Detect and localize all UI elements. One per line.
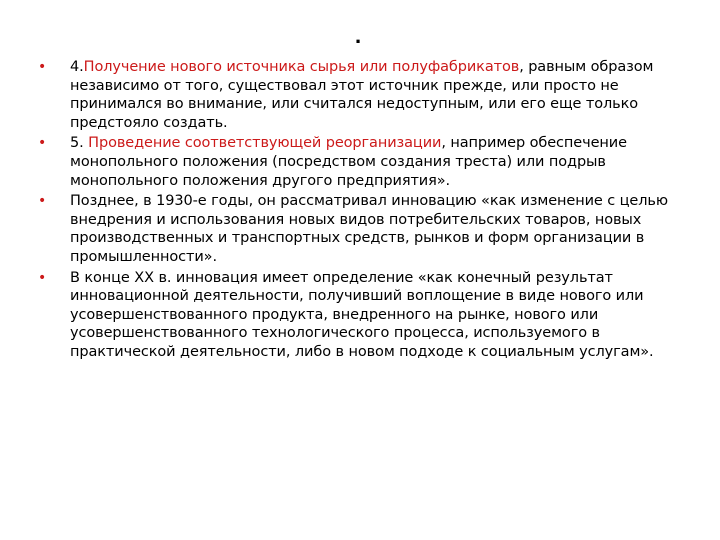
bullet-dot-icon: • [38,193,47,210]
bullet-item-2-highlight: Проведение соответствующей реорганизации [88,135,442,152]
bullet-item-4-text: В конце XX в. инновация имеет определение «как конечный результат инновационной деятельности, получивший воплощение в виде нового или усовершенствованного продукта, внедренного на рынке, нового или усовершенствованного технологического процесса, используемого в практической деятельности, либо в новом подходе к социальным услугам». [70,269,654,360]
bullet-item-1 [38,58,678,132]
bullet-item-2-lead: 5. [70,135,89,152]
bullet-dot-icon: • [38,59,47,75]
bullet-dot-icon: • [38,135,47,152]
bullet-dot-icon: • [38,269,47,286]
bullet-item-1-rest: , равным образом независимо от того, существовал этот источник прежде, или просто не принимался во внимание, или считался недоступным, или его еще только предстояло создать. [70,59,654,131]
slide-title: . [354,27,362,48]
bullet-item-3 [38,192,678,266]
bullet-list [38,58,678,364]
bullet-item-4 [38,269,678,362]
bullet-item-1-highlight: Получение нового источника сырья или полуфабрикатов [83,59,520,75]
bullet-item-3-text: Позднее, в 1930-е годы, он рассматривал инновацию «как изменение с целью внедрения и использования новых видов потребительских товаров, новых производственных и транспортных средств, рынков и форм организации в промышленности». [70,193,668,265]
bullet-item-1-lead: 4. [70,59,84,75]
bullet-item-2 [38,134,678,190]
bullet-item-2-rest: , например обеспечение монопольного положения (посредством создания треста) или подрыв монопольного положения другого предприятия». [70,135,627,189]
